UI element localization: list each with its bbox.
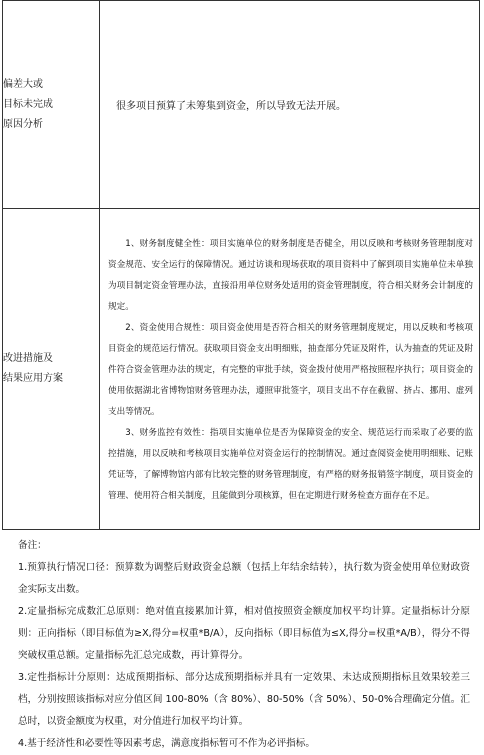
- note-item-3: 3.定性指标计分原则：达成预期指标、部分达成预期指标并具有一定效果、未达成预期指标且效果较差三档，分别按照该指标对应分值区间 100-80%（含 80%）、80-50%（含 50%）、50-0%合理确定分值。汇总时，以资金额度为权重，对分值进行加权平均计算。: [18, 672, 470, 727]
- note-item-2: 2.定量指标完成数汇总原则：绝对值直接累加计算，相对值按照资金额度加权平均计算。定量指标计分原则：正向指标（即目标值为≥X,得分=权重*B/A），反向指标（即目标值为≤X,得分=权重*A/B），得分不得突破权重总额。定量指标先汇总完成数，再计算得分。: [18, 606, 470, 661]
- plan-paragraph-3: 3、财务监控有效性：指项目实施单位是否为保障资金的安全、规范运行而采取了必要的监控措施，用以反映和考核项目实施单位对资金运行的控制情况。通过查阅资金使用明细账、记账凭证等，了解博物馆内部有比较完整的财务管理制度，有严格的财务报销签字制度，项目资金的管理、使用符合相关制度，且能做到分项核算，但在定期进行财务检查方面存在不足。: [108, 427, 473, 501]
- label-line: 偏差大或: [3, 78, 43, 90]
- row-label-improvement: [3, 209, 100, 530]
- deviation-reason: 很多项目预算了未筹集到资金，所以导致无法开展。: [116, 101, 346, 112]
- label-line: 原因分析: [3, 118, 43, 130]
- label-line: 结果应用方案: [3, 373, 63, 384]
- row-label-deviation: [3, 1, 100, 209]
- deviation-analysis-text: [100, 1, 480, 209]
- improvement-plan-text: [100, 209, 480, 530]
- plan-paragraph-2: 2、资金使用合规性：项目资金使用是否符合相关的财务管理制度规定，用以反映和考核项目资金的规范运行情况。获取项目资金支出明细账，抽查部分凭证及附件，认为抽查的凭证及附件符合资金管理办法的规定，有完整的审批手续，资金拨付使用严格按照程序执行；项目资金的使用依据湖北省博物馆财务管理办法，遵照审批签字，项目支出不存在截留、挤占、挪用、虚列支出等情况。: [108, 322, 473, 417]
- plan-paragraph-1: 1、财务制度健全性：项目实施单位的财务制度是否健全，用以反映和考核财务管理制度对资金规范、安全运行的保障情况。通过访谈和现场获取的项目资料中了解到项目实施单位未单独为项目制定资金管理办法，直接沿用单位财务处适用的资金管理制度，符合相关财务会计制度的规定。: [108, 238, 473, 312]
- note-item-4: 4.基于经济性和必要性等因素考虑，满意度指标暂可不作为必评指标。: [18, 738, 315, 749]
- notes-section: [18, 535, 470, 755]
- table-row-deviation: [3, 1, 480, 209]
- label-line: 改进措施及: [3, 353, 53, 364]
- label-line: 目标未完成: [3, 98, 53, 110]
- notes-title: 备注：: [18, 540, 47, 551]
- note-item-1: 1.预算执行情况口径：预算数为调整后财政资金总额（包括上年结余结转），执行数为资金使用单位财政资金实际支出数。: [18, 562, 470, 595]
- evaluation-table: [2, 0, 480, 530]
- table-row-improvement: [3, 209, 480, 530]
